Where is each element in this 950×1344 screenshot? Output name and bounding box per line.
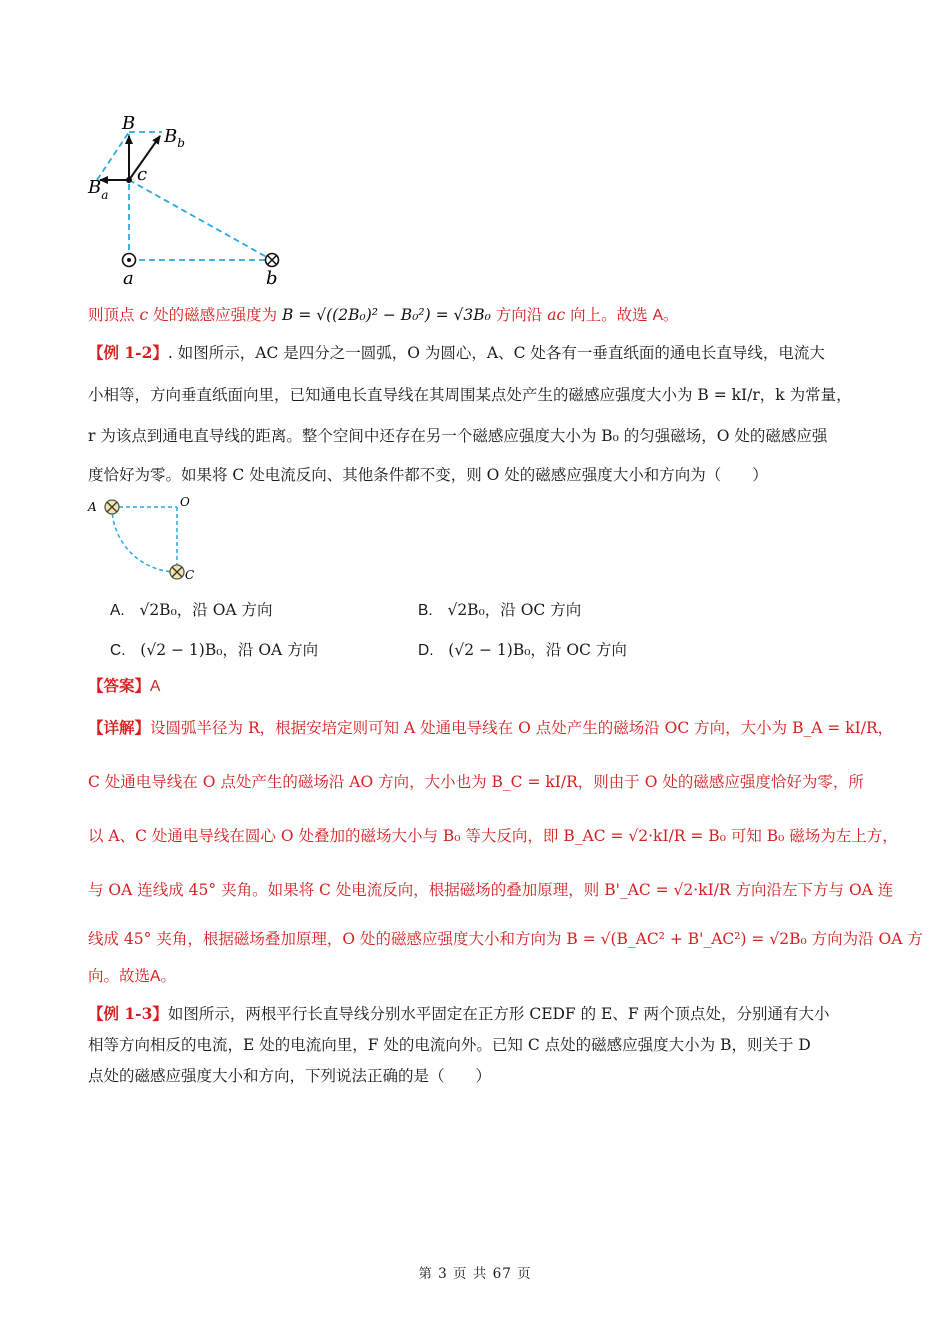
figure-quarter-arc	[84, 494, 214, 589]
label-B: B	[122, 113, 136, 134]
option-d[interactable]: D. (√2 − 1)B₀，沿 OC 方向	[418, 641, 627, 659]
label-c: c	[137, 164, 148, 185]
detail-line5: 线成 45° 夹角，根据磁场叠加原理，O 处的磁感应强度大小和方向为 B = √(B_AC² + B'_AC²) = √2B₀ 方向为沿 OA 方	[88, 930, 923, 948]
figure-field-vectors	[80, 108, 310, 290]
example2-line3: r 为该点到通电直导线的距离。整个空间中还存在另一个磁感应强度大小为 B₀ 的匀强磁场，O 处的磁感应强	[88, 427, 828, 445]
example3-line2: 相等方向相反的电流，E 处的电流向里，F 处的电流向外。已知 C 点处的磁感应强度大小为 B，则关于 D	[88, 1036, 811, 1054]
label-C: C	[185, 568, 195, 582]
detail-line6: 向。故选A。	[88, 967, 176, 985]
example2-tag: 【例 1-2】	[88, 343, 168, 362]
solution1-conclusion: 则顶点 c 处的磁感应强度为 B = √((2B₀)² − B₀²) = √3B₀ 方向沿 ac 向上。故选 A。	[88, 306, 679, 324]
example3-line1: 【例 1-3】如图所示，两根平行长直导线分别水平固定在正方形 CEDF 的 E、F 两个顶点处，分别通有大小	[88, 1004, 830, 1023]
option-b[interactable]: B. √2B₀，沿 OC 方向	[418, 601, 582, 619]
label-a: a	[123, 268, 134, 289]
example3-line3: 点处的磁感应强度大小和方向，下列说法正确的是（ ）	[88, 1067, 492, 1085]
example3-tag: 【例 1-3】	[88, 1004, 168, 1023]
detail-line4: 与 OA 连线成 45° 夹角。如果将 C 处电流反向，根据磁场的叠加原理，则 B'_AC = √2·kI/R 方向沿左下方与 OA 连	[88, 881, 894, 899]
page-footer: 第 3 页 共 67 页	[418, 1266, 532, 1282]
label-A: A	[88, 500, 97, 514]
label-O: O	[180, 495, 190, 509]
example2-line2: 小相等，方向垂直纸面向里，已知通电长直导线在其周围某点处产生的磁感应强度大小为 B = kI/r，k 为常量，	[88, 386, 852, 404]
detail-line2: C 处通电导线在 O 点处产生的磁场沿 AO 方向，大小也为 B_C = kI/R，则由于 O 处的磁感应强度恰好为零，所	[88, 773, 864, 791]
example2-line1: 【例 1-2】. 如图所示，AC 是四分之一圆弧，O 为圆心，A、C 处各有一垂直纸面的通电长直导线，电流大	[88, 343, 825, 362]
label-Bb: $B_b$	[164, 126, 185, 150]
detail-tag: 【详解】	[88, 718, 151, 737]
option-c[interactable]: C. (√2 − 1)B₀，沿 OA 方向	[110, 641, 319, 659]
detail-line3: 以 A、C 处通电导线在圆心 O 处叠加的磁场大小与 B₀ 等大反向，即 B_AC = √2·kI/R = B₀ 可知 B₀ 磁场为左上方，	[88, 827, 898, 845]
example2-line4: 度恰好为零。如果将 C 处电流反向、其他条件都不变，则 O 处的磁感应强度大小和方向为（ ）	[88, 466, 768, 484]
detail-line1: 【详解】设圆弧半径为 R，根据安培定则可知 A 处通电导线在 O 点处产生的磁场沿 OC 方向，大小为 B_A = kI/R，	[88, 718, 894, 737]
label-b: b	[266, 268, 278, 289]
label-Ba: $B_a$	[88, 177, 109, 202]
option-a[interactable]: A. √2B₀，沿 OA 方向	[110, 601, 273, 619]
answer: 【答案】A	[88, 676, 161, 695]
